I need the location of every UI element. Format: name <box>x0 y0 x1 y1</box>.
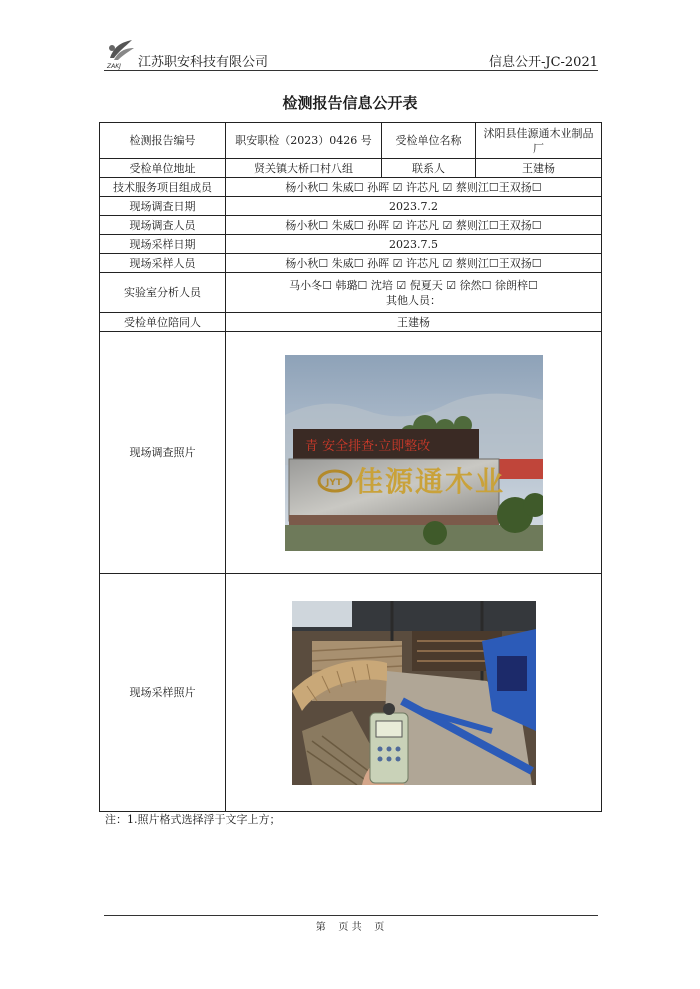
sampling-staff-label: 现场采样人员 <box>100 254 226 273</box>
sampling-photo <box>292 601 536 785</box>
client-name-value: 沭阳县佳源通木业制品厂 <box>476 123 602 159</box>
lab-staff-cell <box>226 273 602 313</box>
document-code: 信息公开-JC-2021 <box>488 55 598 70</box>
svg-text:青 安全排查·立即整改: 青 安全排查·立即整改 <box>304 438 430 454</box>
sampling-date-value: 2023.7.5 <box>226 235 602 254</box>
footer-divider <box>104 915 598 916</box>
table-row <box>100 123 602 159</box>
report-info-table <box>99 122 602 812</box>
table-row <box>100 332 602 574</box>
page-title: 检测报告信息公开表 <box>282 94 418 112</box>
survey-staff-label: 现场调查人员 <box>100 216 226 235</box>
survey-photo <box>285 355 543 551</box>
survey-photo-label: 现场调查照片 <box>100 332 226 574</box>
contact-value: 王建杨 <box>476 159 602 178</box>
contact-label: 联系人 <box>382 159 476 178</box>
svg-text:ZAKJ: ZAKJ <box>107 63 121 70</box>
report-no-value: 职安职检（2023）0426 号 <box>226 123 382 159</box>
sampling-date-label: 现场采样日期 <box>100 235 226 254</box>
table-row <box>100 178 602 197</box>
survey-date-value: 2023.7.2 <box>226 197 602 216</box>
client-name-label: 受检单位名称 <box>382 123 476 159</box>
address-value: 贤关镇大桥口村八组 <box>226 159 382 178</box>
lab-staff-value: 马小冬☐ 韩璐☐ 沈培 ☑ 倪夏天 ☑ 徐然☐ 徐朗梓☐ <box>289 278 538 292</box>
sampling-staff-value: 杨小秋☐ 朱威☐ 孙晖 ☑ 许芯凡 ☑ 蔡则江☐王双扬☐ <box>226 254 602 273</box>
lab-staff-label: 实验室分析人员 <box>100 273 226 313</box>
svg-text:JYT: JYT <box>325 477 342 488</box>
table-row <box>100 235 602 254</box>
report-no-label: 检测报告编号 <box>100 123 226 159</box>
company-logo-icon <box>104 36 138 70</box>
team-label: 技术服务项目组成员 <box>100 178 226 197</box>
header-divider <box>104 70 598 71</box>
lab-other-staff: 其他人员： <box>386 293 441 307</box>
survey-date-label: 现场调查日期 <box>100 197 226 216</box>
survey-photo-cell <box>226 332 602 574</box>
address-label: 受检单位地址 <box>100 159 226 178</box>
table-row <box>100 216 602 235</box>
page-header <box>104 36 598 72</box>
survey-staff-value: 杨小秋☐ 朱威☐ 孙晖 ☑ 许芯凡 ☑ 蔡则江☐王双扬☐ <box>226 216 602 235</box>
page-number: 第 页 共 页 <box>315 922 385 933</box>
sampling-photo-cell <box>226 574 602 812</box>
table-row <box>100 254 602 273</box>
table-row <box>100 197 602 216</box>
team-value: 杨小秋☐ 朱威☐ 孙晖 ☑ 许芯凡 ☑ 蔡则江☐王双扬☐ <box>226 178 602 197</box>
table-row <box>100 273 602 313</box>
escort-label: 受检单位陪同人 <box>100 313 226 332</box>
footnote: 注：1.照片格式选择浮于文字上方； <box>105 813 281 826</box>
table-row <box>100 313 602 332</box>
sampling-photo-label: 现场采样照片 <box>100 574 226 812</box>
table-row <box>100 574 602 812</box>
svg-text:佳源通木业: 佳源通木业 <box>354 464 505 498</box>
escort-value: 王建杨 <box>226 313 602 332</box>
table-row <box>100 159 602 178</box>
company-name: 江苏职安科技有限公司 <box>138 55 269 70</box>
